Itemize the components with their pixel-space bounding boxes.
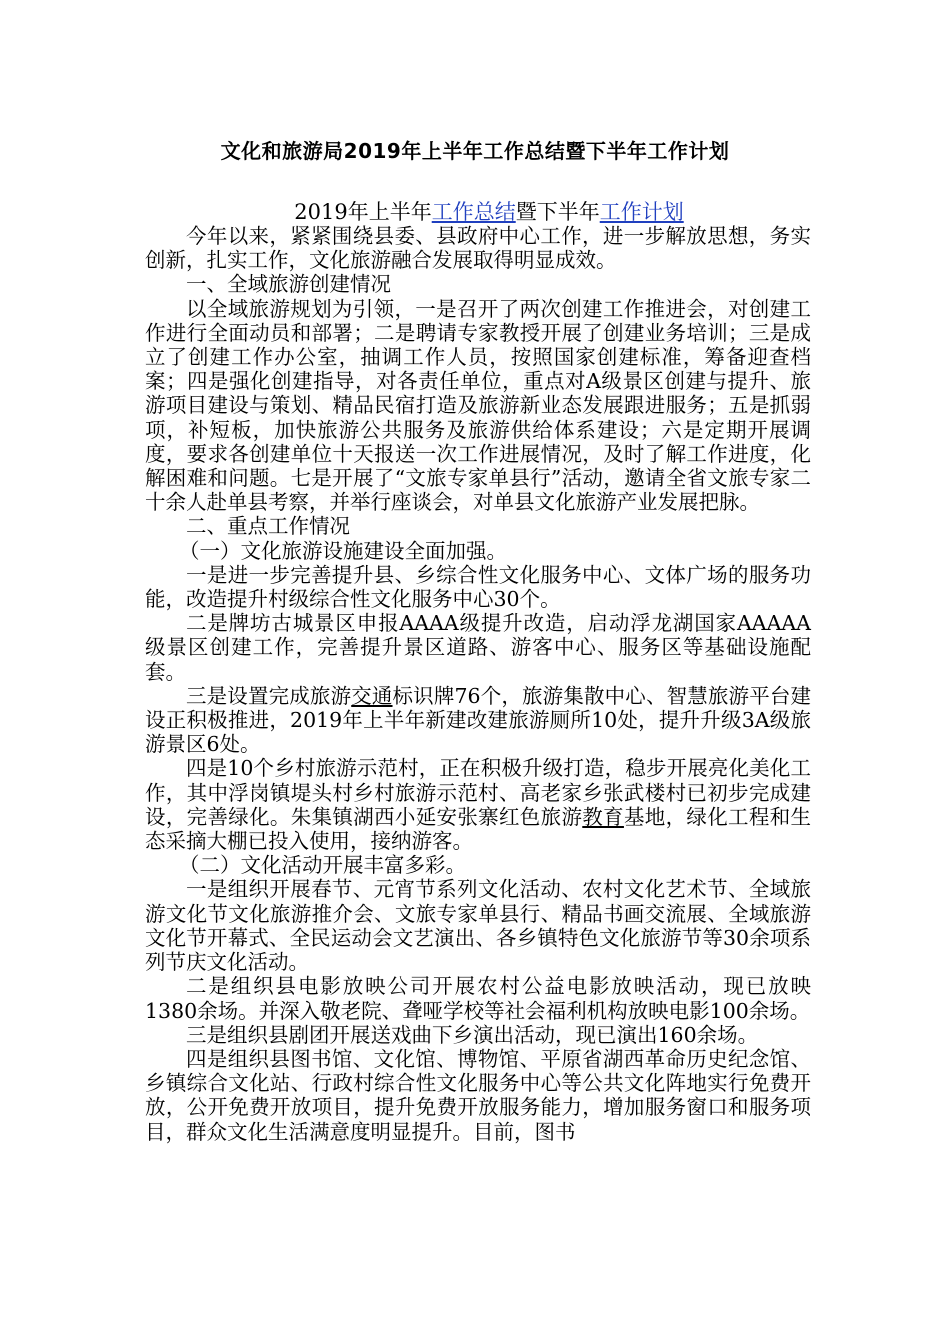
subtitle-text-1: 2019年上半年: [294, 200, 432, 224]
work-summary-link[interactable]: 工作总结: [431, 200, 516, 224]
traffic-link[interactable]: 交通: [351, 683, 393, 708]
document-title: 文化和旅游局2019年上半年工作总结暨下半年工作计划: [220, 139, 730, 163]
paragraph-text: 四是10个乡村旅游示范村，正在积极升级打造，稳步开展亮化美化工作，其中浮岗镇堤头村乡村旅游示范村、高老家乡张武楼村已初步完成建设，完善绿化。朱集镇湖西小延安张寨红色旅游: [145, 756, 811, 829]
section-heading-2: 二、重点工作情况: [186, 514, 350, 539]
paragraph-facilities-4: [145, 756, 811, 853]
paragraph-facilities-3: [145, 684, 811, 757]
subsection-heading-2: （二）文化活动开展丰富多彩。: [179, 853, 466, 878]
education-link[interactable]: 教育: [582, 804, 624, 829]
paragraph-text: 标识牌76个，旅游集散中心、智慧旅游平台建设正积极推进，2019年上半年新建改建旅游厕所10处，提升升级3A级旅游景区6处。: [145, 683, 812, 757]
paragraph-activities-2: 二是组织县电影放映公司开展农村公益电影放映活动，现已放映1380余场。并深入敬老院、聋哑学校等社会福利机构放映电影100余场。: [145, 974, 811, 1023]
subtitle-text-2: 暨下半年: [515, 200, 600, 224]
paragraph-activities-4: 四是组织县图书馆、文化馆、博物馆、平原省湖西革命历史纪念馆、乡镇综合文化站、行政村综合性文化服务中心等公共文化阵地实行免费开放，公开免费开放项目，提升免费开放服务能力，增加服务窗口和服务项目，群众文化生活满意度明显提升。目前，图书: [145, 1046, 811, 1144]
subsection-heading-1: （一）文化旅游设施建设全面加强。: [179, 538, 507, 563]
paragraph-intro: 今年以来，紧紧围绕县委、县政府中心工作，进一步解放思想，务实创新，扎实工作，文化旅游融合发展取得明显成效。: [145, 224, 811, 273]
document-body: [145, 224, 811, 1144]
paragraph-tourism-creation: 以全域旅游规划为引领，一是召开了两次创建工作推进会，对创建工作进行全面动员和部署；二是聘请专家教授开展了创建业务培训；三是成立了创建工作办公室，抽调工作人员，按照国家创建标准，筹备迎查档案；四是强化创建指导，对各责任单位，重点对A级景区创建与提升、旅游项目建设与策划、精品民宿打造及旅游新业态发展跟进服务；五是抓弱项，补短板，加快旅游公共服务及旅游供给体系建设；六是定期开展调度，要求各创建单位十天报送一次工作进展情况，及时了解工作进度，化解困难和问题。七是开展了“文旅专家单县行”活动，邀请全省文旅专家二十余人赴单县考察，并举行座谈会，对单县文化旅游产业发展把脉。: [145, 296, 811, 515]
work-plan-link[interactable]: 工作计划: [599, 200, 684, 224]
paragraph-activities-3: 三是组织县剧团开展送戏曲下乡演出活动，现已演出160余场。: [186, 1022, 759, 1047]
paragraph-activities-1: 一是组织开展春节、元宵节系列文化活动、农村文化艺术节、全域旅游文化节文化旅游推介会、文旅专家单县行、精品书画交流展、全域旅游文化节开幕式、全民运动会文艺演出、各乡镇特色文化旅游节等30余项系列节庆文化活动。: [145, 877, 811, 975]
section-heading-1: 一、全域旅游创建情况: [186, 272, 391, 297]
document-subtitle: [0, 199, 950, 225]
paragraph-facilities-2: 二是牌坊古城景区申报AAAA级提升改造，启动浮龙湖国家AAAAA级景区创建工作，完善提升景区道路、游客中心、服务区等基础设施配套。: [145, 611, 811, 684]
paragraph-text: 三是设置完成旅游: [186, 683, 352, 708]
paragraph-facilities-1: 一是进一步完善提升县、乡综合性文化服务中心、文体广场的服务功能，改造提升村级综合性文化服务中心30个。: [145, 562, 811, 612]
paragraph-text: 基地，绿化工程和生态采摘大棚已投入使用，接纳游客。: [145, 804, 812, 854]
